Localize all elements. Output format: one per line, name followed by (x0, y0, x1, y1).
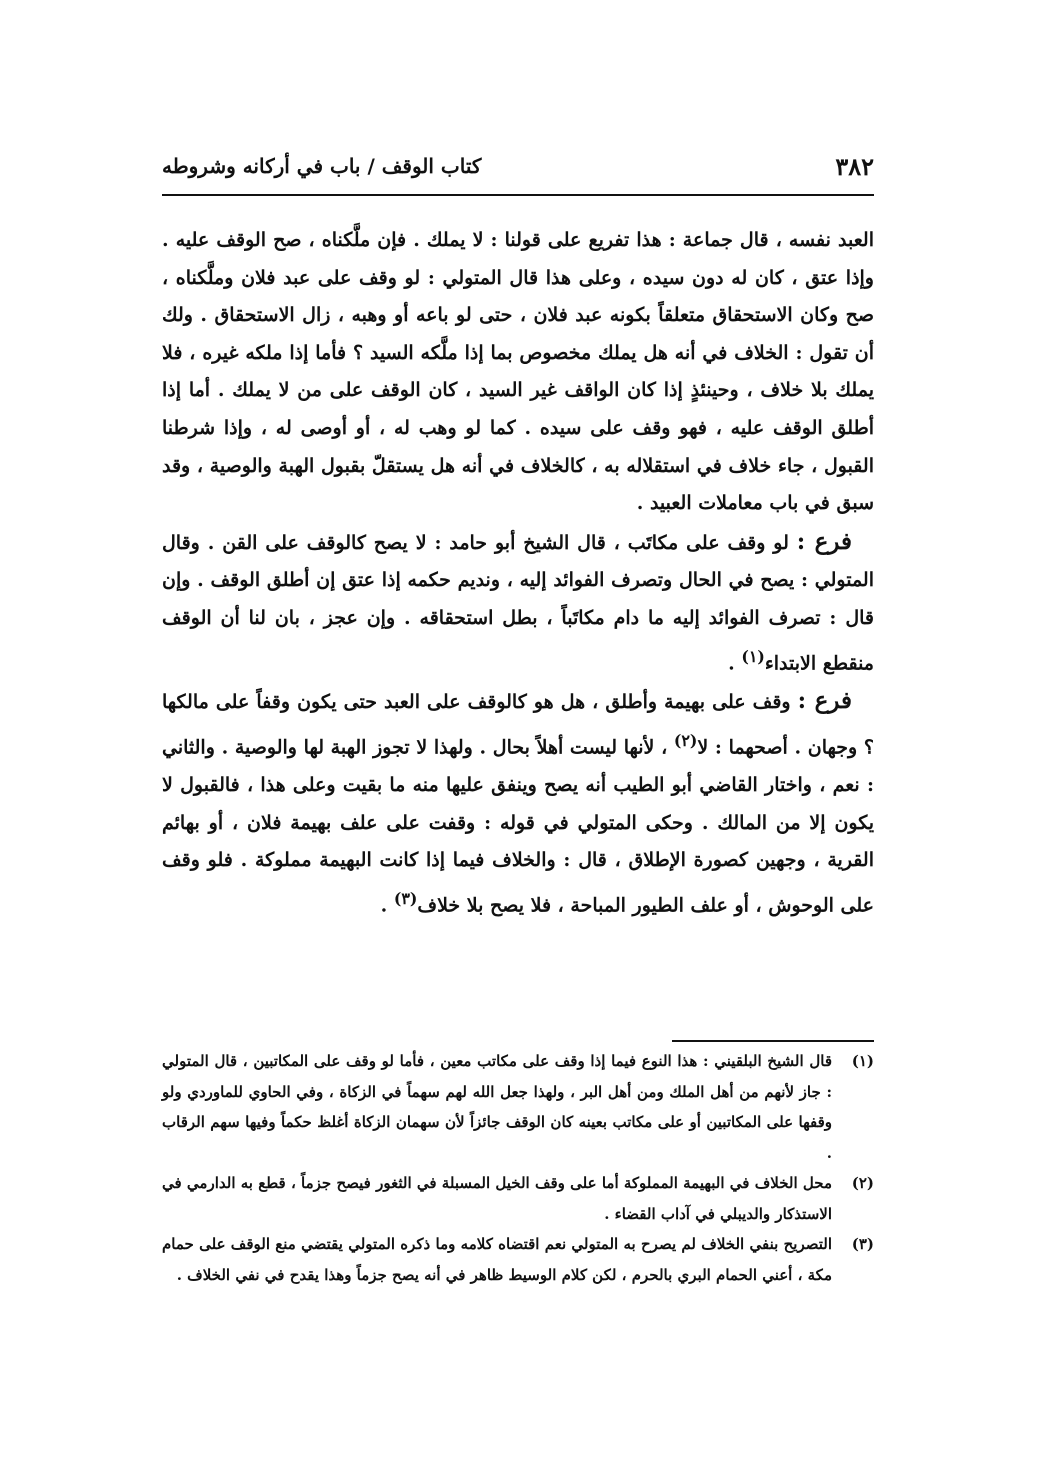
paragraph-3-end: . (380, 894, 394, 917)
footnote-ref-3[interactable]: (٣) (393, 888, 418, 908)
footnote-text: التصريح بنفي الخلاف لم يصرح به المتولي نعم اقتضاه كلامه وما ذكره المتولي يقتضي منع الوقف على حمام مكة ، أعني الحمام البري بالحرم ، لكن كلام الوسيط ظاهر في أنه يصح جزماً وهذا يقدح في نفي الخلاف . (162, 1235, 832, 1284)
paragraph-1-text: العبد نفسه ، قال جماعة : هذا تفريع على قولنا : لا يملك . فإن ملَّكناه ، صح الوقف عليه . وإذا عتق ، كان له دون سيده ، وعلى هذا قال المتولي : لو وقف على عبد فلان وملَّكناه ، صح وكان الاستحقاق متعلقاً بكونه عبد فلان ، حتى لو باعه أو وهبه ، زال الاستحقاق . ولك أن تقول : الخلاف في أنه هل يملك مخصوص بما إذا ملَّكه السيد ؟ فأما إذا ملكه غيره ، فلا يملك بلا خلاف ، وحينئذٍ إذا كان الواقف غير السيد ، كان الوقف على من لا يملك . أما إذا أطلق الوقف عليه ، فهو وقف على سيده . كما لو وهب له ، أو أوصى له ، وإذا شرطنا القبول ، جاء خلاف في استقلاله به ، كالخلاف في أنه هل يستقلّ بقبول الهبة والوصية ، وقد سبق في باب معاملات العبيد . (162, 229, 874, 515)
header-rule (162, 194, 874, 196)
footnote-number: (٣) (851, 1235, 874, 1253)
footnote-ref-2[interactable]: (٢) (673, 731, 698, 751)
footnote-rule (672, 1040, 874, 1042)
paragraph-1 (162, 222, 874, 523)
paragraph-2 (162, 523, 874, 683)
running-title: كتاب الوقف / باب في أركانه وشروطه (162, 154, 482, 178)
page-header (162, 150, 874, 192)
footnote-1 (162, 1046, 874, 1168)
footnote-2 (162, 1168, 874, 1229)
footnote-3 (162, 1229, 874, 1290)
page-number: ٣٨٢ (835, 152, 874, 181)
footnote-number: (١) (851, 1052, 874, 1070)
footnote-text: قال الشيخ البلقيني : هذا النوع فيما إذا وقف على مكاتب معين ، فأما لو وقف على المكاتبين ، قال المتولي : جاز لأنهم من أهل الملك ومن أهل البر ، ولهذا جعل الله لهم سهماً في الزكاة ، وفي الحاوي للماوردي ولو وقفها على المكاتبين أو على مكاتب بعينه كان الوقف جائزاً لأن سهمان الزكاة أغلظ حكماً وفيها سهم الرقاب . (162, 1052, 832, 1162)
section-lead-far-2: فرع : (797, 687, 852, 715)
footnote-number: (٢) (851, 1174, 874, 1192)
main-text (162, 222, 874, 925)
paragraph-3 (162, 682, 874, 924)
section-lead-far: فرع : (796, 527, 852, 555)
footnote-text: محل الخلاف في البهيمة المملوكة أما على وقف الخيل المسبلة في الثغور فيصح جزماً ، قطع به الدارمي في الاستذكار والديبلي في آداب القضاء . (162, 1174, 832, 1223)
paragraph-3-text-a: وقف على بهيمة وأطلق ، هل هو كالوقف على العبد حتى يكون وقفاً على مالكها ؟ وجهان . أصحهما : لا (162, 691, 874, 759)
paragraph-3-text-b: ، لأنها ليست أهلاً بحال . ولهذا لا تجوز الهبة لها والوصية . والثاني : نعم ، واختار القاضي أبو الطيب أنه يصح وينفق عليها منه ما بقيت وعلى هذا ، فالقبول لا يكون إلا من المالك . وحكى المتولي في قوله : وقفت على علف بهيمة فلان ، أو بهائم القرية ، وجهين كصورة الإطلاق ، قال : والخلاف فيما إذا كانت البهيمة مملوكة . فلو وقف على الوحوش ، أو علف الطيور المباحة ، فلا يصح بلا خلاف (162, 736, 874, 917)
paragraph-2-end: . (728, 651, 742, 674)
paragraph-2-text: لو وقف على مكاتَب ، قال الشيخ أبو حامد : لا يصح كالوقف على القن . وقال المتولي : يصح في الحال وتصرف الفوائد إليه ، ونديم حكمه إذا عتق إن أطلق الوقف . وإن قال : تصرف الفوائد إليه ما دام مكاتَباً ، بطل استحقاقه . وإن عجز ، بان لنا أن الوقف منقطع الابتداء (162, 531, 874, 674)
footnote-ref-1[interactable]: (١) (741, 646, 765, 666)
footnotes (162, 1046, 874, 1290)
